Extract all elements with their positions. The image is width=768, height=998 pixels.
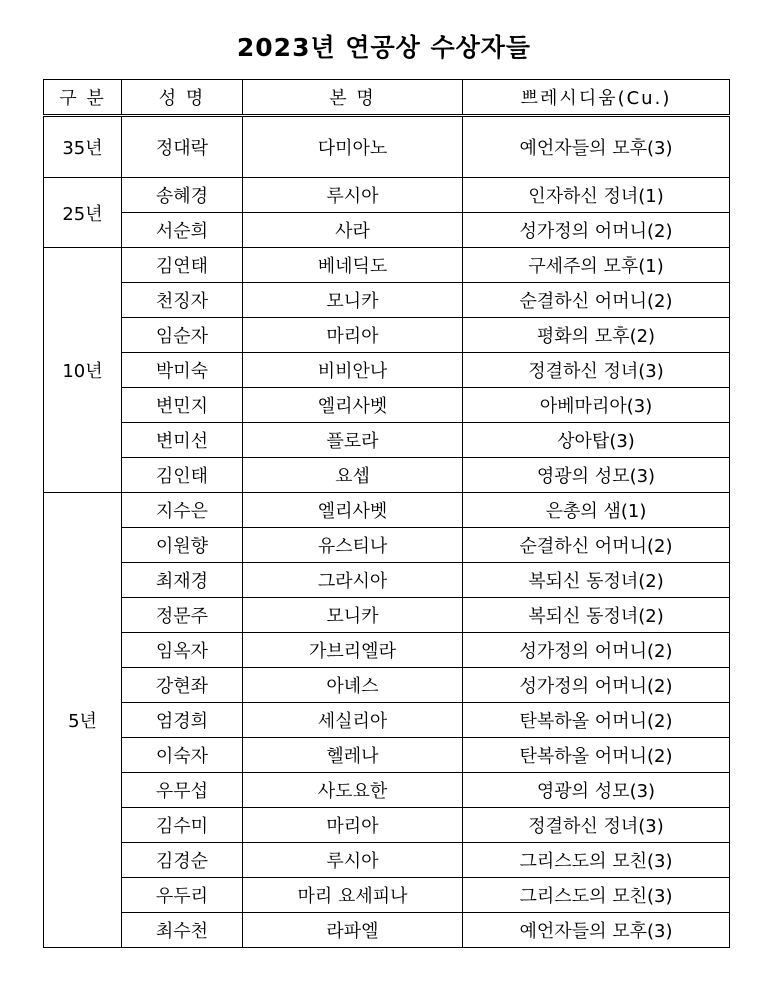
presidium-cell: 구세주의 모후(1) bbox=[463, 248, 730, 283]
presidium-cell: 평화의 모후(2) bbox=[463, 318, 730, 353]
table-row bbox=[44, 633, 730, 668]
table-row bbox=[44, 878, 730, 913]
name-cell: 김인태 bbox=[122, 458, 243, 493]
table-row bbox=[44, 668, 730, 703]
baptismal-name-cell: 사도요한 bbox=[243, 773, 463, 808]
table-row bbox=[44, 493, 730, 528]
name-cell: 지수은 bbox=[122, 493, 243, 528]
table-row bbox=[44, 598, 730, 633]
baptismal-name-cell: 마리아 bbox=[243, 318, 463, 353]
table-row bbox=[44, 528, 730, 563]
baptismal-name-cell: 아녜스 bbox=[243, 668, 463, 703]
header-baptismal-name: 본 명 bbox=[243, 80, 463, 116]
presidium-cell: 성가정의 어머니(2) bbox=[463, 668, 730, 703]
name-cell: 변미선 bbox=[122, 423, 243, 458]
name-cell: 김수미 bbox=[122, 808, 243, 843]
table-row bbox=[44, 248, 730, 283]
presidium-cell: 예언자들의 모후(3) bbox=[463, 913, 730, 948]
name-cell: 송혜경 bbox=[122, 178, 243, 213]
baptismal-name-cell: 모니카 bbox=[243, 283, 463, 318]
presidium-cell: 순결하신 어머니(2) bbox=[463, 528, 730, 563]
baptismal-name-cell: 모니카 bbox=[243, 598, 463, 633]
name-cell: 우무섭 bbox=[122, 773, 243, 808]
header-category: 구 분 bbox=[44, 80, 122, 116]
name-cell: 강현좌 bbox=[122, 668, 243, 703]
baptismal-name-cell: 플로라 bbox=[243, 423, 463, 458]
baptismal-name-cell: 유스티나 bbox=[243, 528, 463, 563]
name-cell: 변민지 bbox=[122, 388, 243, 423]
name-cell: 김경순 bbox=[122, 843, 243, 878]
name-cell: 천징자 bbox=[122, 283, 243, 318]
header-name: 성 명 bbox=[122, 80, 243, 116]
baptismal-name-cell: 베네딕도 bbox=[243, 248, 463, 283]
awards-table bbox=[43, 79, 730, 948]
name-cell: 서순희 bbox=[122, 213, 243, 248]
table-row bbox=[44, 808, 730, 843]
category-cell: 35년 bbox=[44, 116, 122, 178]
baptismal-name-cell: 요셉 bbox=[243, 458, 463, 493]
baptismal-name-cell: 그라시아 bbox=[243, 563, 463, 598]
presidium-cell: 인자하신 정녀(1) bbox=[463, 178, 730, 213]
presidium-cell: 성가정의 어머니(2) bbox=[463, 633, 730, 668]
presidium-cell: 정결하신 정녀(3) bbox=[463, 808, 730, 843]
baptismal-name-cell: 루시아 bbox=[243, 178, 463, 213]
presidium-cell: 그리스도의 모친(3) bbox=[463, 843, 730, 878]
table-row bbox=[44, 178, 730, 213]
presidium-cell: 복되신 동정녀(2) bbox=[463, 598, 730, 633]
presidium-cell: 영광의 성모(3) bbox=[463, 773, 730, 808]
presidium-cell: 은총의 샘(1) bbox=[463, 493, 730, 528]
table-row bbox=[44, 423, 730, 458]
baptismal-name-cell: 사라 bbox=[243, 213, 463, 248]
table-row bbox=[44, 843, 730, 878]
name-cell: 우두리 bbox=[122, 878, 243, 913]
presidium-cell: 그리스도의 모친(3) bbox=[463, 878, 730, 913]
table-row bbox=[44, 773, 730, 808]
baptismal-name-cell: 루시아 bbox=[243, 843, 463, 878]
presidium-cell: 상아탑(3) bbox=[463, 423, 730, 458]
table-row bbox=[44, 213, 730, 248]
table-body bbox=[44, 116, 730, 948]
table-row bbox=[44, 913, 730, 948]
category-cell: 25년 bbox=[44, 178, 122, 248]
name-cell: 임순자 bbox=[122, 318, 243, 353]
table-row bbox=[44, 458, 730, 493]
name-cell: 김연태 bbox=[122, 248, 243, 283]
baptismal-name-cell: 마리 요세피나 bbox=[243, 878, 463, 913]
presidium-cell: 탄복하올 어머니(2) bbox=[463, 703, 730, 738]
presidium-cell: 예언자들의 모후(3) bbox=[463, 116, 730, 178]
table-row bbox=[44, 563, 730, 598]
presidium-cell: 영광의 성모(3) bbox=[463, 458, 730, 493]
page-title: 2023년 연공상 수상자들 bbox=[236, 33, 532, 62]
category-cell: 10년 bbox=[44, 248, 122, 493]
baptismal-name-cell: 가브리엘라 bbox=[243, 633, 463, 668]
presidium-cell: 성가정의 어머니(2) bbox=[463, 213, 730, 248]
table-row bbox=[44, 388, 730, 423]
table-row bbox=[44, 318, 730, 353]
baptismal-name-cell: 마리아 bbox=[243, 808, 463, 843]
baptismal-name-cell: 세실리아 bbox=[243, 703, 463, 738]
category-cell: 5년 bbox=[44, 493, 122, 948]
name-cell: 이원향 bbox=[122, 528, 243, 563]
baptismal-name-cell: 엘리사벳 bbox=[243, 493, 463, 528]
table-row bbox=[44, 353, 730, 388]
name-cell: 엄경희 bbox=[122, 703, 243, 738]
presidium-cell: 아베마리아(3) bbox=[463, 388, 730, 423]
name-cell: 임옥자 bbox=[122, 633, 243, 668]
baptismal-name-cell: 다미아노 bbox=[243, 116, 463, 178]
baptismal-name-cell: 엘리사벳 bbox=[243, 388, 463, 423]
presidium-cell: 탄복하올 어머니(2) bbox=[463, 738, 730, 773]
name-cell: 이숙자 bbox=[122, 738, 243, 773]
presidium-cell: 정결하신 정녀(3) bbox=[463, 353, 730, 388]
header-presidium: 쁘레시디움(Cu.) bbox=[463, 80, 730, 116]
name-cell: 최수천 bbox=[122, 913, 243, 948]
table-header-row bbox=[44, 80, 730, 116]
name-cell: 정문주 bbox=[122, 598, 243, 633]
table-row bbox=[44, 283, 730, 318]
baptismal-name-cell: 라파엘 bbox=[243, 913, 463, 948]
presidium-cell: 복되신 동정녀(2) bbox=[463, 563, 730, 598]
table-row bbox=[44, 116, 730, 178]
baptismal-name-cell: 헬레나 bbox=[243, 738, 463, 773]
name-cell: 박미숙 bbox=[122, 353, 243, 388]
table-row bbox=[44, 738, 730, 773]
table-row bbox=[44, 703, 730, 738]
name-cell: 정대락 bbox=[122, 116, 243, 178]
name-cell: 최재경 bbox=[122, 563, 243, 598]
baptismal-name-cell: 비비안나 bbox=[243, 353, 463, 388]
presidium-cell: 순결하신 어머니(2) bbox=[463, 283, 730, 318]
